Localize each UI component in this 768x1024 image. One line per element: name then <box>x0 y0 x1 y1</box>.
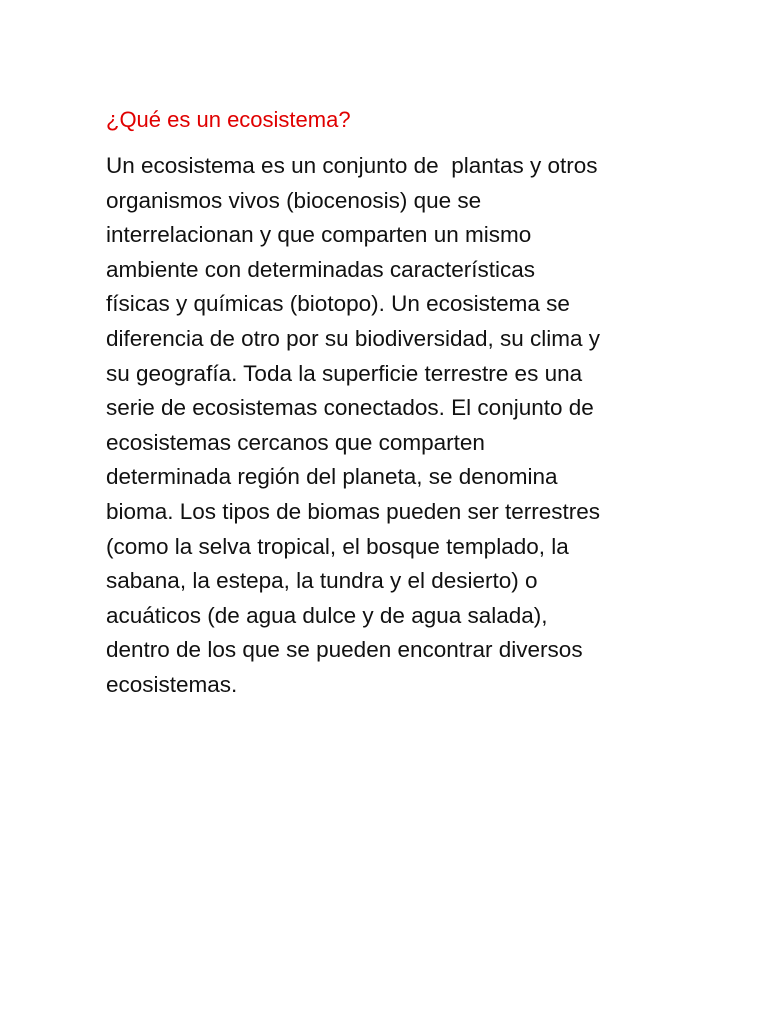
paragraph-line: ambiente con determinadas características <box>106 256 535 282</box>
paragraph-line: Un ecosistema es un conjunto de plantas y otros <box>106 153 598 178</box>
paragraph-line: dentro de los que se pueden encontrar diversos <box>106 637 583 663</box>
paragraph-line: interrelacionan y que comparten un mismo <box>106 222 532 248</box>
page-title: ¿Qué es un ecosistema? <box>106 107 351 132</box>
paragraph-line: organismos vivos (biocenosis) que se <box>106 187 482 213</box>
paragraph-line: determinada región del planeta, se denomina <box>106 464 558 490</box>
paragraph-line: (como la selva tropical, el bosque templado, la <box>106 533 569 559</box>
body-paragraph <box>106 149 706 703</box>
paragraph-line: su geografía. Toda la superficie terrestre es una <box>106 360 583 386</box>
paragraph-line: acuáticos (de agua dulce y de agua salada), <box>106 602 548 628</box>
paragraph-line: diferencia de otro por su biodiversidad, su clima y <box>106 325 601 351</box>
paragraph-line: ecosistemas cercanos que comparten <box>106 429 485 455</box>
paragraph-line: físicas y químicas (biotopo). Un ecosistema se <box>106 291 570 317</box>
paragraph-line: ecosistemas. <box>106 671 238 697</box>
paragraph-line: sabana, la estepa, la tundra y el desierto) o <box>106 568 538 594</box>
paragraph-line: bioma. Los tipos de biomas pueden ser terrestres <box>106 498 601 524</box>
paragraph-line: serie de ecosistemas conectados. El conjunto de <box>106 395 594 421</box>
